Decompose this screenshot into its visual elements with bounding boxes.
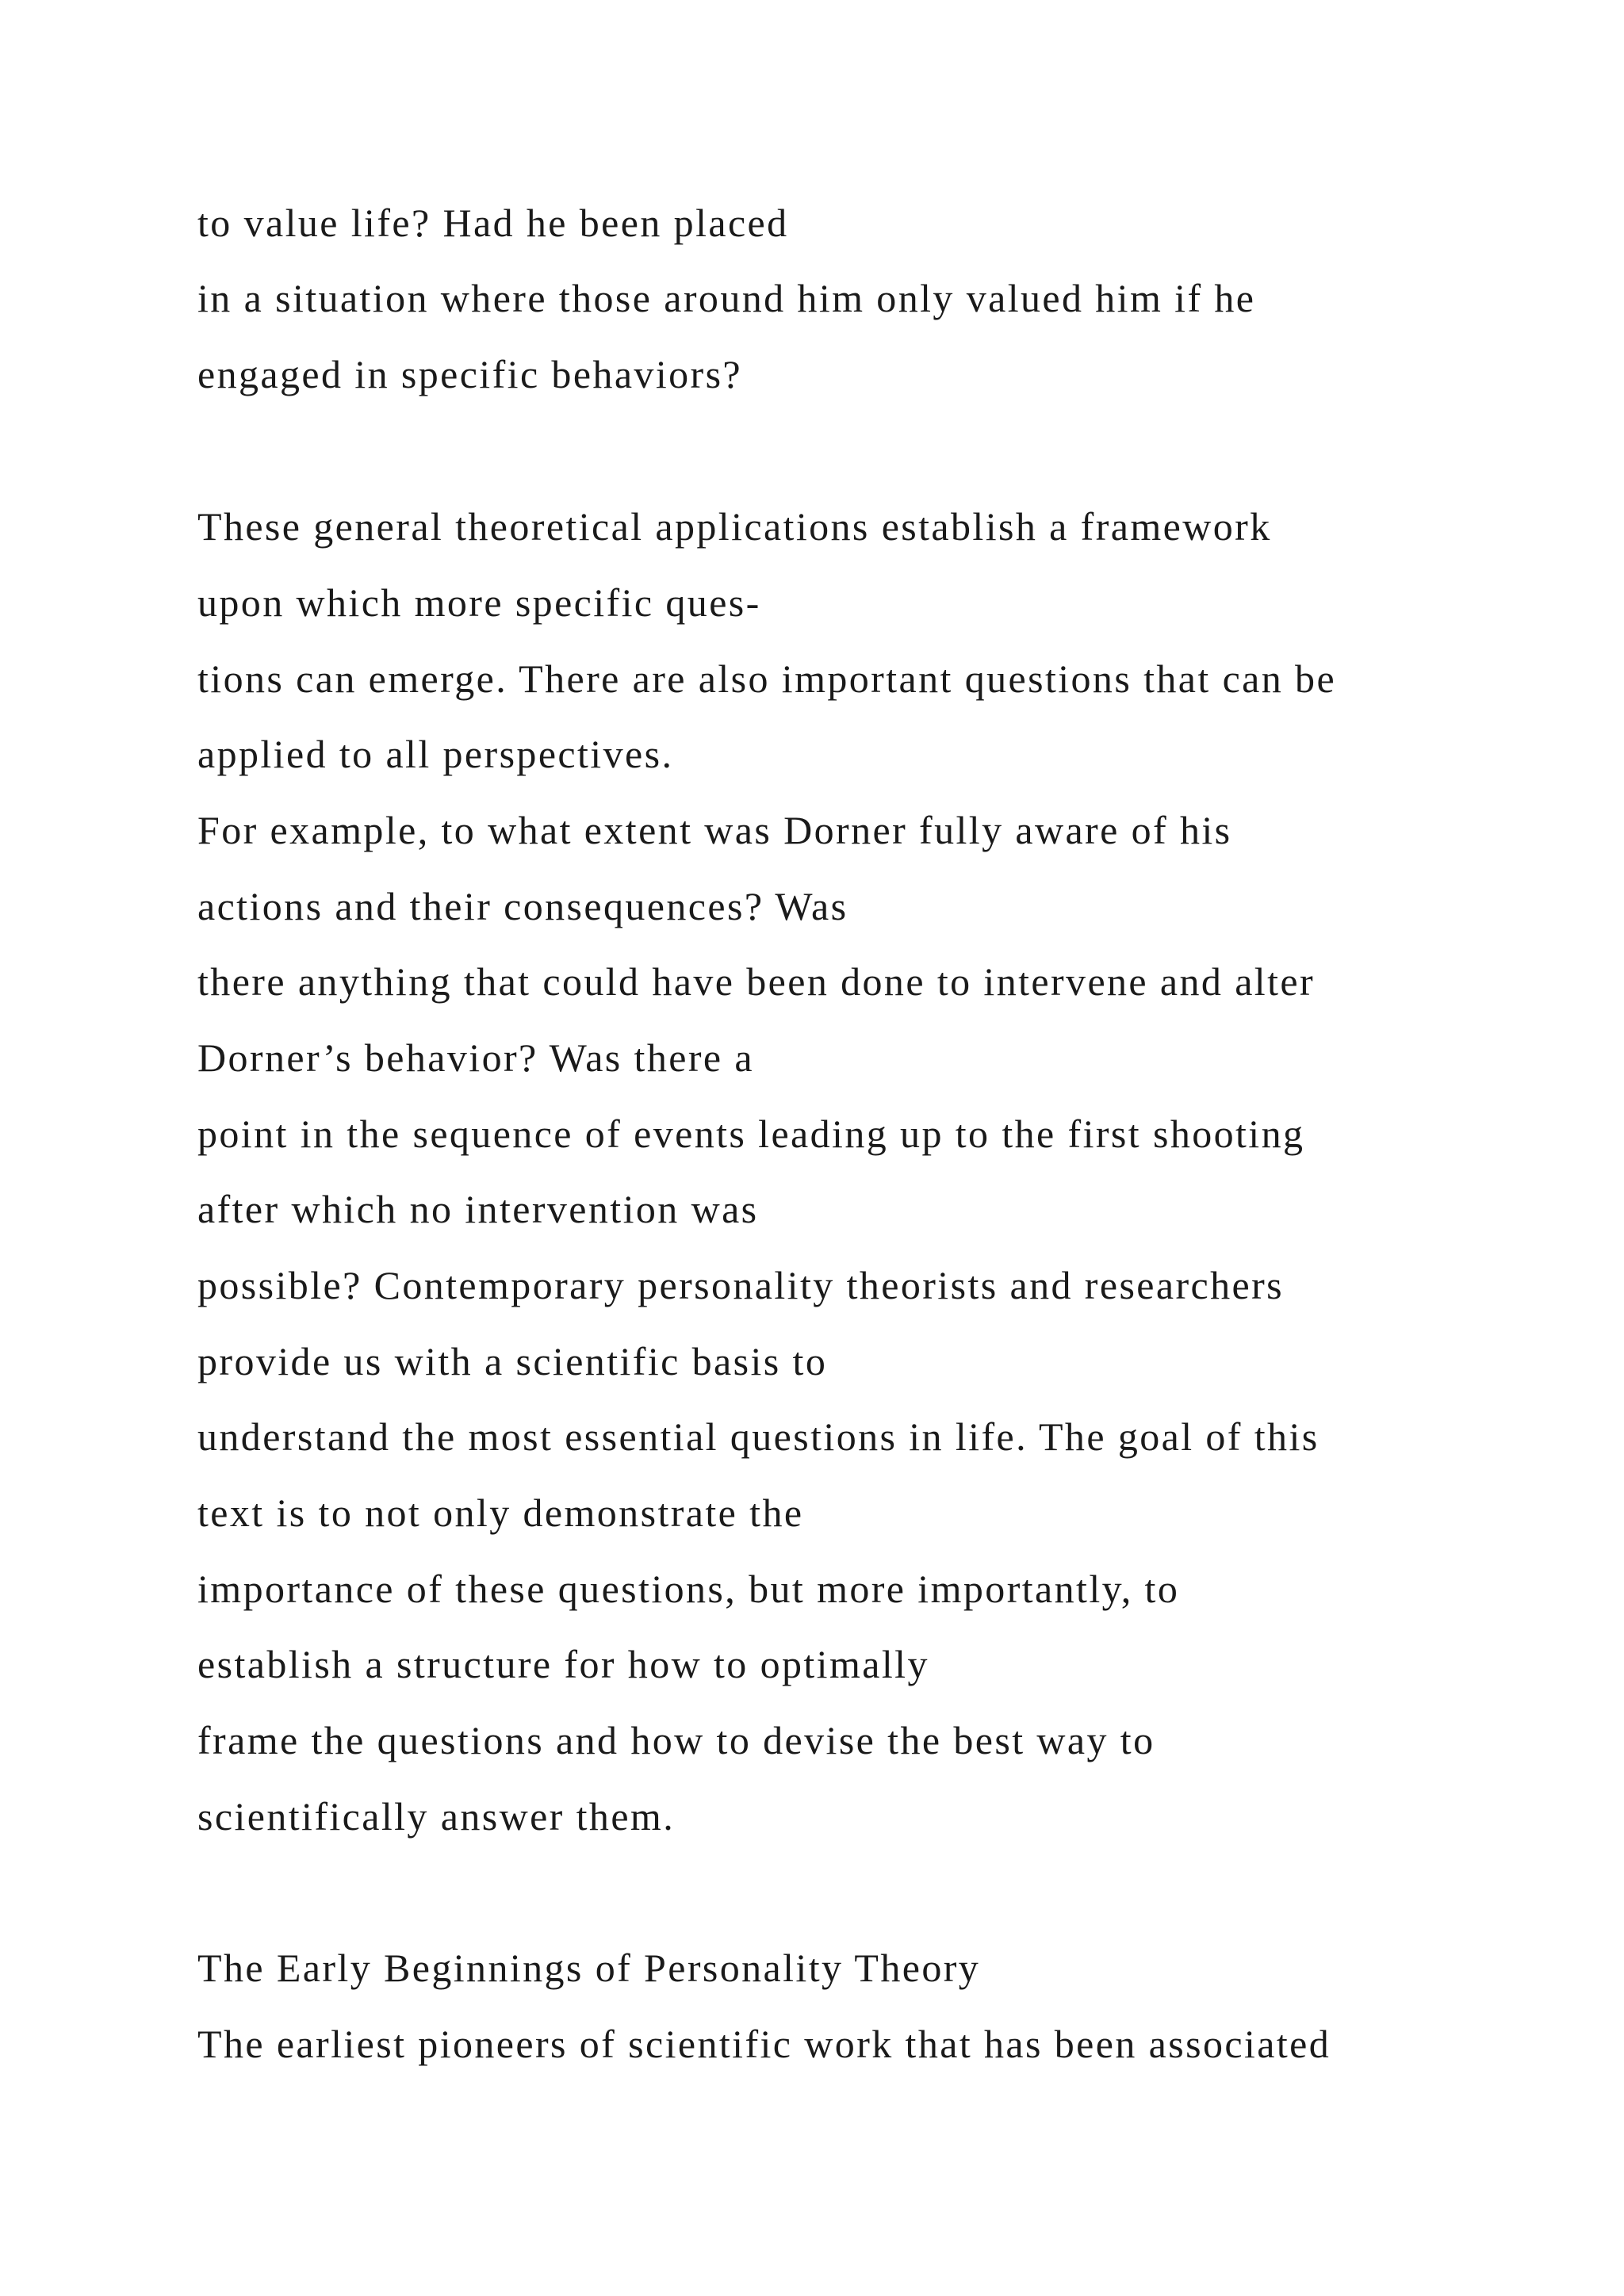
text-line: point in the sequence of events leading up to the first shooting (197, 1112, 1305, 1156)
text-line: in a situation where those around him only valued him if he (197, 276, 1256, 320)
text-line: understand the most essential questions in life. The goal of this (197, 1414, 1320, 1459)
text-line: scientifically answer them. (197, 1794, 676, 1839)
text-line: engaged in specific behaviors? (197, 352, 743, 396)
text-line: establish a structure for how to optimally (197, 1642, 929, 1686)
text-line: after which no intervention was (197, 1187, 759, 1231)
text-line: possible? Contemporary personality theorists and researchers (197, 1263, 1285, 1307)
text-line: tions can emerge. There are also important questions that can be (197, 656, 1337, 701)
text-line: importance of these questions, but more importantly, to (197, 1567, 1180, 1611)
text-line: text is to not only demonstrate the (197, 1490, 804, 1535)
text-line: For example, to what extent was Dorner fully aware of his (197, 808, 1232, 852)
text-line: frame the questions and how to devise the best way to (197, 1718, 1155, 1762)
text-line: to value life? Had he been placed (197, 201, 789, 245)
text-line: actions and their consequences? Was (197, 884, 848, 928)
text-line: The earliest pioneers of scientific work that has been associated (197, 2022, 1331, 2066)
text-line: These general theoretical applications establish a framework (197, 504, 1272, 549)
section-heading: The Early Beginnings of Personality Theory (197, 1946, 981, 1990)
text-line: provide us with a scientific basis to (197, 1339, 828, 1383)
text-line: upon which more specific ques- (197, 580, 761, 625)
text-line: there anything that could have been done to intervene and alter (197, 959, 1316, 1004)
text-line: applied to all perspectives. (197, 732, 674, 776)
text-line: Dorner’s behavior? Was there a (197, 1035, 754, 1080)
